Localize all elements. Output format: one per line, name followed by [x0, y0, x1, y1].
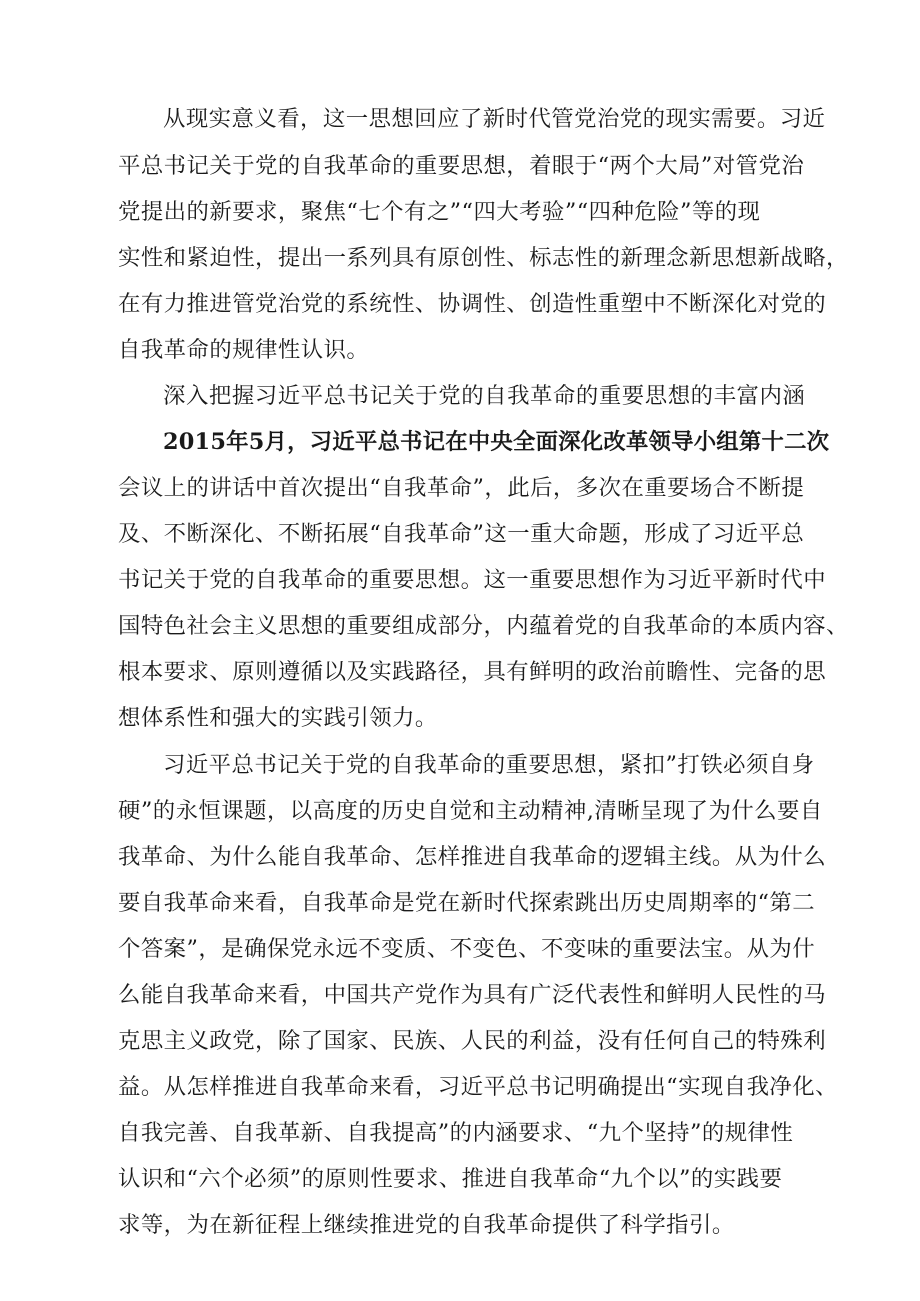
section-heading: 深入把握习近平总书记关于党的自我革命的重要思想的丰富内涵 — [163, 383, 806, 409]
paragraph-3-line-1: 习近平总书记关于党的自我革命的重要思想，紧扣”打铁必须自身 — [163, 752, 815, 778]
paragraph-2-line-1: 2015年5月，习近平总书记在中央全面深化改革领导小组第十二次 — [163, 429, 830, 455]
paragraph-3-line-5: 个答案”，是确保党永远不变质、不变色、不变味的重要法宝。从为什 — [118, 936, 816, 962]
paragraph-1-line-2: 平总书记关于党的自我革命的重要思想，着眼于“两个大局”对管党治 — [118, 153, 805, 179]
paragraph-2-line-6: 根本要求、原则遵循以及实践路径，具有鲜明的政治前瞻性、完备的思 — [118, 659, 827, 685]
paragraph-3-line-7: 克思主义政党，除了国家、民族、人民的利益，没有任何自己的特殊利 — [118, 1028, 827, 1054]
paragraph-1-line-5: 在有力推进管党治党的系统性、协调性、创造性重塑中不断深化对党的 — [118, 291, 827, 317]
paragraph-1-line-4: 实性和紧迫性，提出一系列具有原创性、标志性的新理念新思想新战略， — [118, 245, 849, 271]
paragraph-3-line-2: 硬”的永恒课题，以高度的历史自觉和主动精神,清晰呈现了为什么要自 — [118, 798, 823, 824]
paragraph-3-line-11: 求等，为在新征程上继续推进党的自我革命提供了科学指引。 — [118, 1212, 735, 1238]
paragraph-1-line-6: 自我革命的规律性认识。 — [118, 337, 370, 363]
paragraph-3-line-6: 么能自我革命来看，中国共产党作为具有广泛代表性和鲜明人民性的马 — [118, 982, 827, 1008]
paragraph-3-line-3: 我革命、为什么能自我革命、怎样推进自我革命的逻辑主线。从为什么 — [118, 844, 827, 870]
paragraph-3-line-10: 认识和“六个必须”的原则性要求、推进自我革命“九个以”的实践要 — [118, 1166, 783, 1192]
paragraph-1-line-3: 党提出的新要求，聚焦“七个有之”“四大考验”“四种危险”等的现 — [118, 199, 761, 225]
paragraph-2-line-3: 及、不断深化、不断拓展“自我革命”这一重大命题，形成了习近平总 — [118, 521, 805, 547]
paragraph-2-line-7: 想体系性和强大的实践引领力。 — [118, 705, 438, 731]
paragraph-2-line-4: 书记关于党的自我革命的重要思想。这一重要思想作为习近平新时代中 — [118, 567, 827, 593]
paragraph-3-line-8: 益。从怎样推进自我革命来看，习近平总书记明确提出“实现自我净化、 — [118, 1074, 838, 1100]
paragraph-3-line-4: 要自我革命来看，自我革命是党在新时代探索跳出历史周期率的“第二 — [118, 890, 816, 916]
paragraph-1-line-1: 从现实意义看，这一思想回应了新时代管党治党的现实需要。习近 — [163, 106, 826, 132]
paragraph-2-line-2: 会议上的讲话中首次提出“自我革命”，此后，多次在重要场合不断提 — [118, 475, 805, 501]
paragraph-2-line-5: 国特色社会主义思想的重要组成部分，内蕴着党的自我革命的本质内容、 — [118, 613, 849, 639]
paragraph-3-line-9: 自我完善、自我革新、自我提高”的内涵要求、“九个坚持”的规律性 — [118, 1120, 794, 1146]
